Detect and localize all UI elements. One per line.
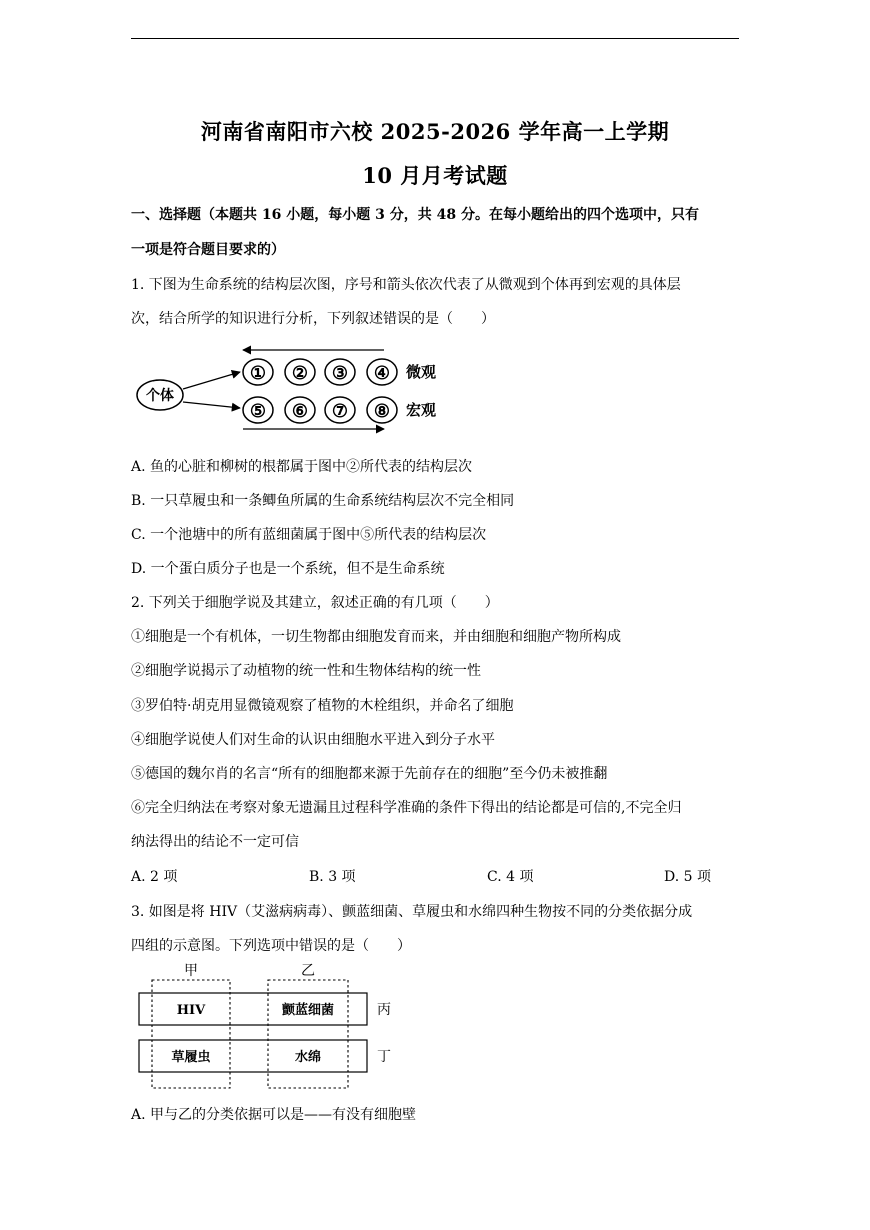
q1-option-b: B. 一只草履虫和一条鲫鱼所属的生命系统结构层次不完全相同 [131, 493, 515, 509]
cell-hiv: HIV [176, 1003, 206, 1018]
q2-stem: 2. 下列关于细胞学说及其建立，叙述正确的有几项（ ） [131, 595, 499, 611]
section-heading: 一、选择题（本题共 16 小题，每小题 3 分，共 48 分。在每小题给出的四个选项中，只有 [131, 207, 699, 223]
row-label-bing: 丙 [377, 1002, 391, 1018]
q3-classification-figure [130, 958, 410, 1093]
q3-stem-cont: 四组的示意图。下列选项中错误的是（ ） [131, 938, 411, 954]
individual-label: 个体 [146, 388, 174, 404]
macro-label: 宏观 [406, 401, 437, 419]
col-label-yi: 乙 [301, 963, 315, 979]
level-label: ① [249, 363, 267, 384]
q1-option-c: C. 一个池塘中的所有蓝细菌属于图中⑤所代表的结构层次 [131, 527, 487, 543]
micro-label: 微观 [406, 363, 437, 381]
level-label: ③ [331, 363, 349, 384]
cell-paramecium: 草履虫 [171, 1050, 211, 1065]
q2-item: ③罗伯特·胡克用显微镜观察了植物的木栓组织，并命名了细胞 [131, 698, 514, 714]
doc-title-line2: 10 月月考试题 [362, 163, 508, 188]
row-label-ding: 丁 [377, 1049, 391, 1065]
cell-spirogyra: 水绵 [294, 1050, 322, 1065]
section-heading-cont: 一项是符合题目要求的） [131, 242, 285, 258]
q3-option-a: A. 甲与乙的分类依据可以是——有没有细胞壁 [131, 1107, 417, 1123]
doc-title-line1: 河南省南阳市六校 2025-2026 学年高一上学期 [200, 119, 670, 144]
header-rule [131, 38, 739, 39]
cell-cyanobacteria: 颤蓝细菌 [281, 1003, 335, 1018]
q2-item: ①细胞是一个有机体，一切生物都由细胞发育而来，并由细胞和细胞产物所构成 [131, 629, 621, 645]
level-label: ⑤ [249, 401, 267, 422]
q2-item: ⑥完全归纳法在考察对象无遗漏且过程科学准确的条件下得出的结论都是可信的,不完全归 [131, 800, 682, 816]
q1-stem-cont: 次，结合所学的知识进行分析，下列叙述错误的是（ ） [131, 311, 495, 327]
level-label: ④ [373, 363, 391, 384]
q2-option-d: D. 5 项 [664, 869, 711, 885]
q3-stem: 3. 如图是将 HIV（艾滋病病毒）、颤蓝细菌、草履虫和水绵四种生物按不同的分类依据分成 [131, 904, 693, 920]
q2-item: 纳法得出的结论不一定可信 [131, 834, 299, 850]
q1-option-a: A. 鱼的心脏和柳树的根都属于图中②所代表的结构层次 [131, 459, 473, 475]
q2-item: ④细胞学说使人们对生命的认识由细胞水平进入到分子水平 [131, 732, 495, 748]
col-label-jia: 甲 [184, 963, 198, 979]
level-label: ⑥ [291, 401, 309, 422]
q2-option-c: C. 4 项 [487, 869, 534, 885]
q1-option-d: D. 一个蛋白质分子也是一个系统，但不是生命系统 [131, 561, 445, 577]
q1-hierarchy-figure [130, 342, 460, 442]
q2-option-a: A. 2 项 [131, 869, 178, 885]
q1-stem: 1. 下图为生命系统的结构层次图，序号和箭头依次代表了从微观到个体再到宏观的具体层 [131, 277, 681, 293]
level-label: ⑦ [331, 401, 349, 422]
q2-item: ⑤德国的魏尔肖的名言“所有的细胞都来源于先前存在的细胞”至今仍未被推翻 [131, 766, 608, 782]
q2-item: ②细胞学说揭示了动植物的统一性和生物体结构的统一性 [131, 663, 481, 679]
q2-option-b: B. 3 项 [309, 869, 356, 885]
level-label: ⑧ [373, 401, 391, 422]
level-label: ② [291, 363, 309, 384]
